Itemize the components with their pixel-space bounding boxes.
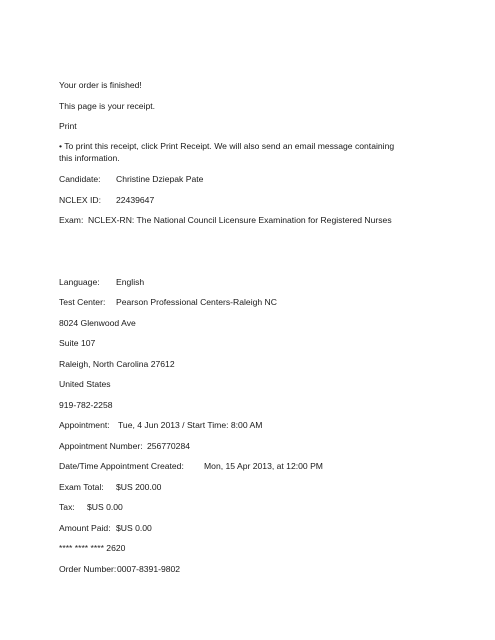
amount-paid-label: Amount Paid: (59, 523, 111, 533)
language-value: English (116, 277, 145, 287)
nclex-id-label: NCLEX ID: (59, 195, 102, 205)
address-country: United States (59, 379, 111, 389)
order-number-label: Order Number: (59, 564, 117, 574)
card-number: **** **** **** 2620 (59, 543, 126, 553)
test-center-value: Pearson Professional Centers-Raleigh NC (116, 297, 277, 307)
candidate-label: Candidate: (59, 174, 101, 184)
exam-label: Exam: (59, 215, 84, 225)
nclex-id-value: 22439647 (116, 195, 155, 205)
address-line-3: Raleigh, North Carolina 27612 (59, 359, 175, 369)
amount-paid-value: $US 0.00 (116, 523, 152, 533)
exam-total-label: Exam Total: (59, 482, 104, 492)
exam-value: NCLEX-RN: The National Council Licensure Examination for Registered Nurses (88, 215, 392, 225)
test-center-label: Test Center: (59, 297, 106, 307)
appointment-label: Appointment: (59, 420, 110, 430)
appointment-value: Tue, 4 Jun 2013 / Start Time: 8:00 AM (118, 420, 263, 430)
order-finished-heading: Your order is finished! (59, 80, 142, 90)
tax-label: Tax: (59, 502, 75, 512)
receipt-subheading: This page is your receipt. (59, 101, 156, 111)
language-label: Language: (59, 277, 100, 287)
exam-total-row (59, 482, 161, 493)
order-number-row (59, 564, 180, 575)
tax-value: $US 0.00 (87, 502, 123, 512)
test-center-row (59, 297, 277, 308)
language-row (59, 277, 144, 288)
exam-row (59, 215, 392, 226)
appointment-row (59, 420, 262, 431)
appointment-number-row (59, 441, 190, 452)
amount-paid-row (59, 523, 152, 534)
order-number-value: 0007-8391-9802 (117, 564, 181, 574)
print-instructions: • To print this receipt, click Print Receipt. We will also send an email message containing this information. (59, 141, 395, 163)
candidate-value: Christine Dziepak Pate (116, 174, 204, 184)
appointment-number-value: 256770284 (147, 441, 191, 451)
address-line-1: 8024 Glenwood Ave (59, 318, 136, 328)
appointment-created-label: Date/Time Appointment Created: (59, 461, 184, 471)
tax-row (59, 502, 123, 513)
print-link[interactable]: Print (59, 121, 77, 131)
phone-number: 919-782-2258 (59, 400, 113, 410)
exam-total-value: $US 200.00 (116, 482, 162, 492)
appointment-created-value: Mon, 15 Apr 2013, at 12:00 PM (204, 461, 323, 471)
appointment-created-row (59, 461, 323, 472)
candidate-row (59, 174, 203, 185)
appointment-number-label: Appointment Number: (59, 441, 143, 451)
nclex-id-row (59, 195, 154, 206)
address-line-2: Suite 107 (59, 338, 96, 348)
